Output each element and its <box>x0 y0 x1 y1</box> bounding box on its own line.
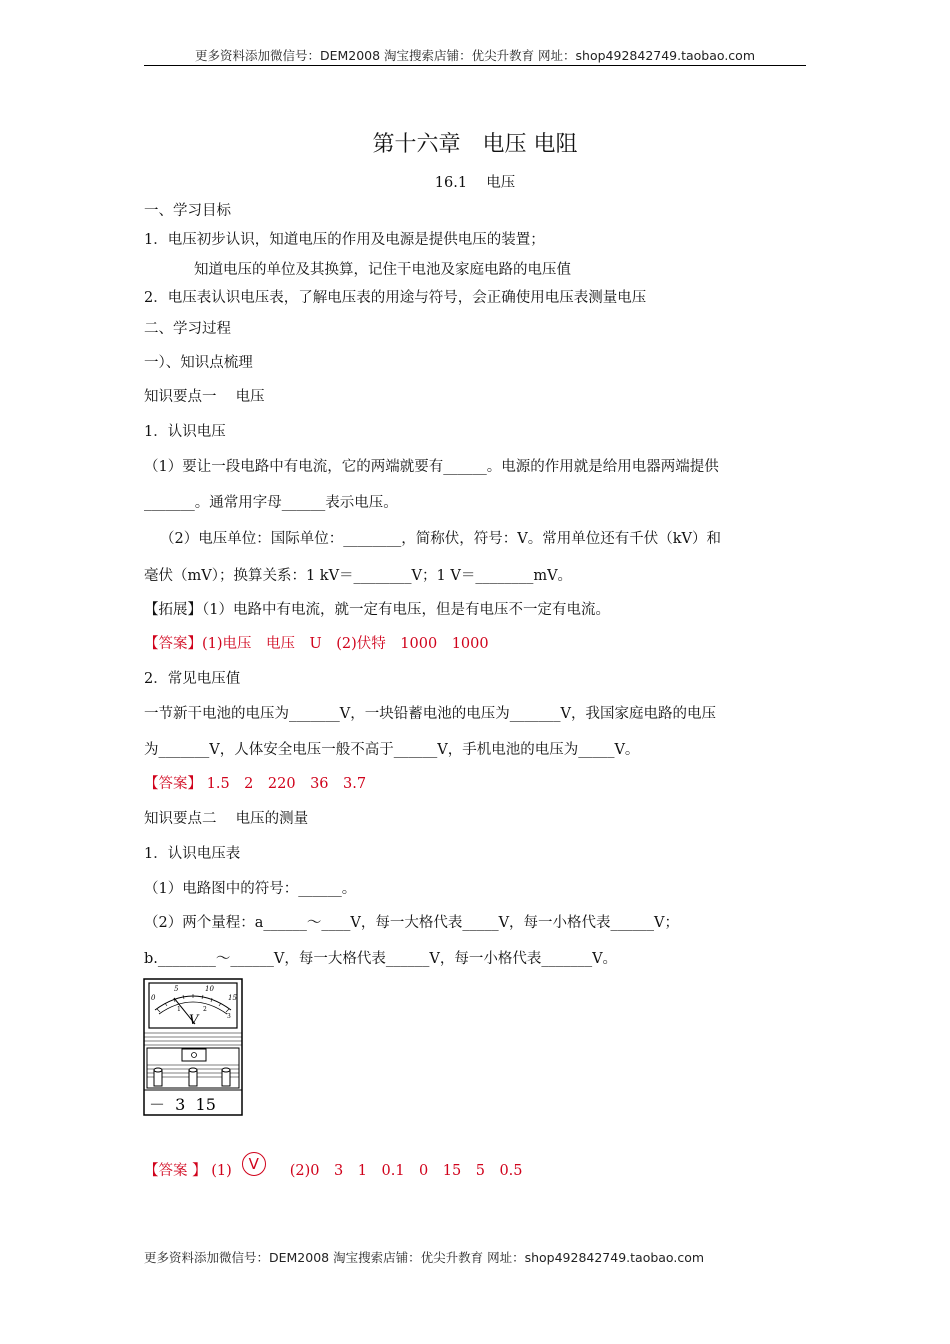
objective-2: 2．电压表认识电压表，了解电压表的用途与符号，会正确使用电压表测量电压 <box>144 290 647 306</box>
answer-1: 【答案】(1)电压 电压 U (2)伏特 1000 1000 <box>144 636 489 652</box>
point-one-title: 知识要点一 电压 <box>144 389 265 405</box>
dial-label-10: 10 <box>205 985 214 993</box>
answer-3-values: (2)0 3 1 0.1 0 15 5 0.5 <box>289 1163 523 1179</box>
item-know-voltmeter: 1．认识电压表 <box>144 846 241 862</box>
question-3a: 一节新干电池的电压为_______V，一块铅蓄电池的电压为_______V，我国家庭电路的电压 <box>144 706 716 722</box>
dial-sub-3: 3 <box>227 1013 231 1020</box>
section-title: 16.1 电压 <box>434 175 516 191</box>
item-know-voltage: 1．认识电压 <box>144 424 226 440</box>
item-common-values: 2．常见电压值 <box>144 671 241 687</box>
extension-note: 【拓展】（1）电路中有电流，就一定有电压，但是有电压不一定有电流。 <box>144 602 610 618</box>
dial-sub-2: 2 <box>203 1006 207 1013</box>
answer-3-prefix: 【答案 】 (1) <box>144 1163 232 1179</box>
heading-process: 二、学习过程 <box>144 321 231 337</box>
header-divider <box>144 65 806 66</box>
dial-label-15: 15 <box>228 994 237 1002</box>
question-4: （1）电路图中的符号：______。 <box>144 881 357 897</box>
dial-sub-1: 1 <box>177 1006 181 1013</box>
answer-3 <box>144 1152 523 1180</box>
question-5a: （2）两个量程：a______～____V，每一大格代表_____V，每一小格代表______V； <box>144 915 680 931</box>
page-footer: 更多资料添加微信号：DEM2008 淘宝搜索店铺：优尖升教育 网址：shop492842749.taobao.com <box>144 1250 705 1265</box>
objective-1: 1．电压初步认识，知道电压的作用及电源是提供电压的装置； <box>144 232 545 248</box>
terminal-labels: － 3 15 <box>149 1095 216 1114</box>
answer-2: 【答案】 1.5 2 220 36 3.7 <box>144 776 367 792</box>
objective-1-cont: 知道电压的单位及其换算，记住干电池及家庭电路的电压值 <box>194 262 571 278</box>
question-2b: 毫伏（mV）；换算关系：1 kV＝________V；1 V＝________mV。 <box>144 568 573 584</box>
meter-symbol: V <box>189 1013 199 1028</box>
question-2a: （2）电压单位：国际单位：________，简称伏，符号：V。常用单位还有千伏（kV）和 <box>160 531 721 547</box>
chapter-title: 第十六章 电压 电阻 <box>372 132 578 157</box>
point-two-title: 知识要点二 电压的测量 <box>144 811 309 827</box>
dial-label-5: 5 <box>174 985 179 993</box>
question-1a: （1）要让一段电路中有电流，它的两端就要有______。电源的作用就是给用电器两端提供 <box>144 459 719 475</box>
question-3b: 为_______V，人体安全电压一般不高于______V，手机电池的电压为_____V。 <box>144 742 640 758</box>
dial-label-0: 0 <box>151 994 156 1002</box>
voltmeter-symbol-icon: V <box>242 1152 266 1176</box>
page-header: 更多资料添加微信号：DEM2008 淘宝搜索店铺：优尖升教育 网址：shop492842749.taobao.com <box>194 48 756 63</box>
heading-knowledge: 一）、知识点梳理 <box>144 355 253 371</box>
question-1b: _______。通常用字母______表示电压。 <box>144 495 398 511</box>
heading-objectives: 一、学习目标 <box>144 203 231 219</box>
question-5b: b.________～______V，每一大格代表______V，每一小格代表_______V。 <box>144 951 618 967</box>
voltmeter-illustration <box>143 978 243 1116</box>
